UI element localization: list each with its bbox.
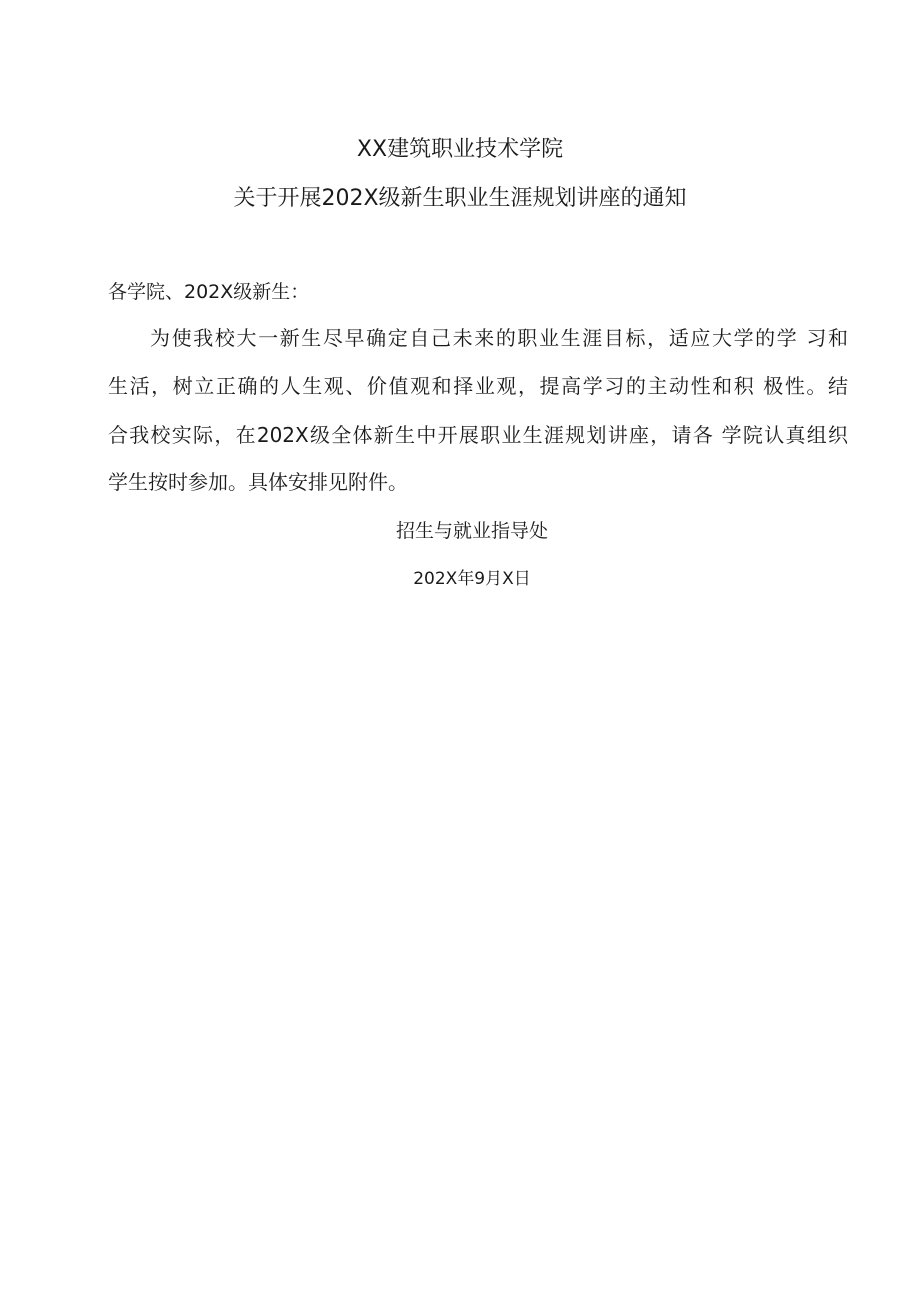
body-line: 为使我校大一新生尽早确定自己未来的职业生涯目标，适应大学的学 习和 <box>150 326 848 350</box>
body-line: 学生按时参加。具体安排见附件。 <box>108 470 408 494</box>
institution-name: XX建筑职业技术学院 <box>356 137 564 162</box>
salutation: 各学院、202X级新生： <box>108 281 310 303</box>
body-line: 生活，树立正确的人生观、价值观和择业观，提高学习的主动性和积 极性。结 <box>108 374 848 398</box>
issuing-office: 招生与就业指导处 <box>395 520 548 542</box>
notice-title: 关于开展202X级新生职业生涯规划讲座的通知 <box>233 186 687 211</box>
issue-date: 202X年9月X日 <box>413 569 531 589</box>
body-line: 合我校实际，在202X级全体新生中开展职业生涯规划讲座，请各 学院认真组织 <box>108 423 848 447</box>
